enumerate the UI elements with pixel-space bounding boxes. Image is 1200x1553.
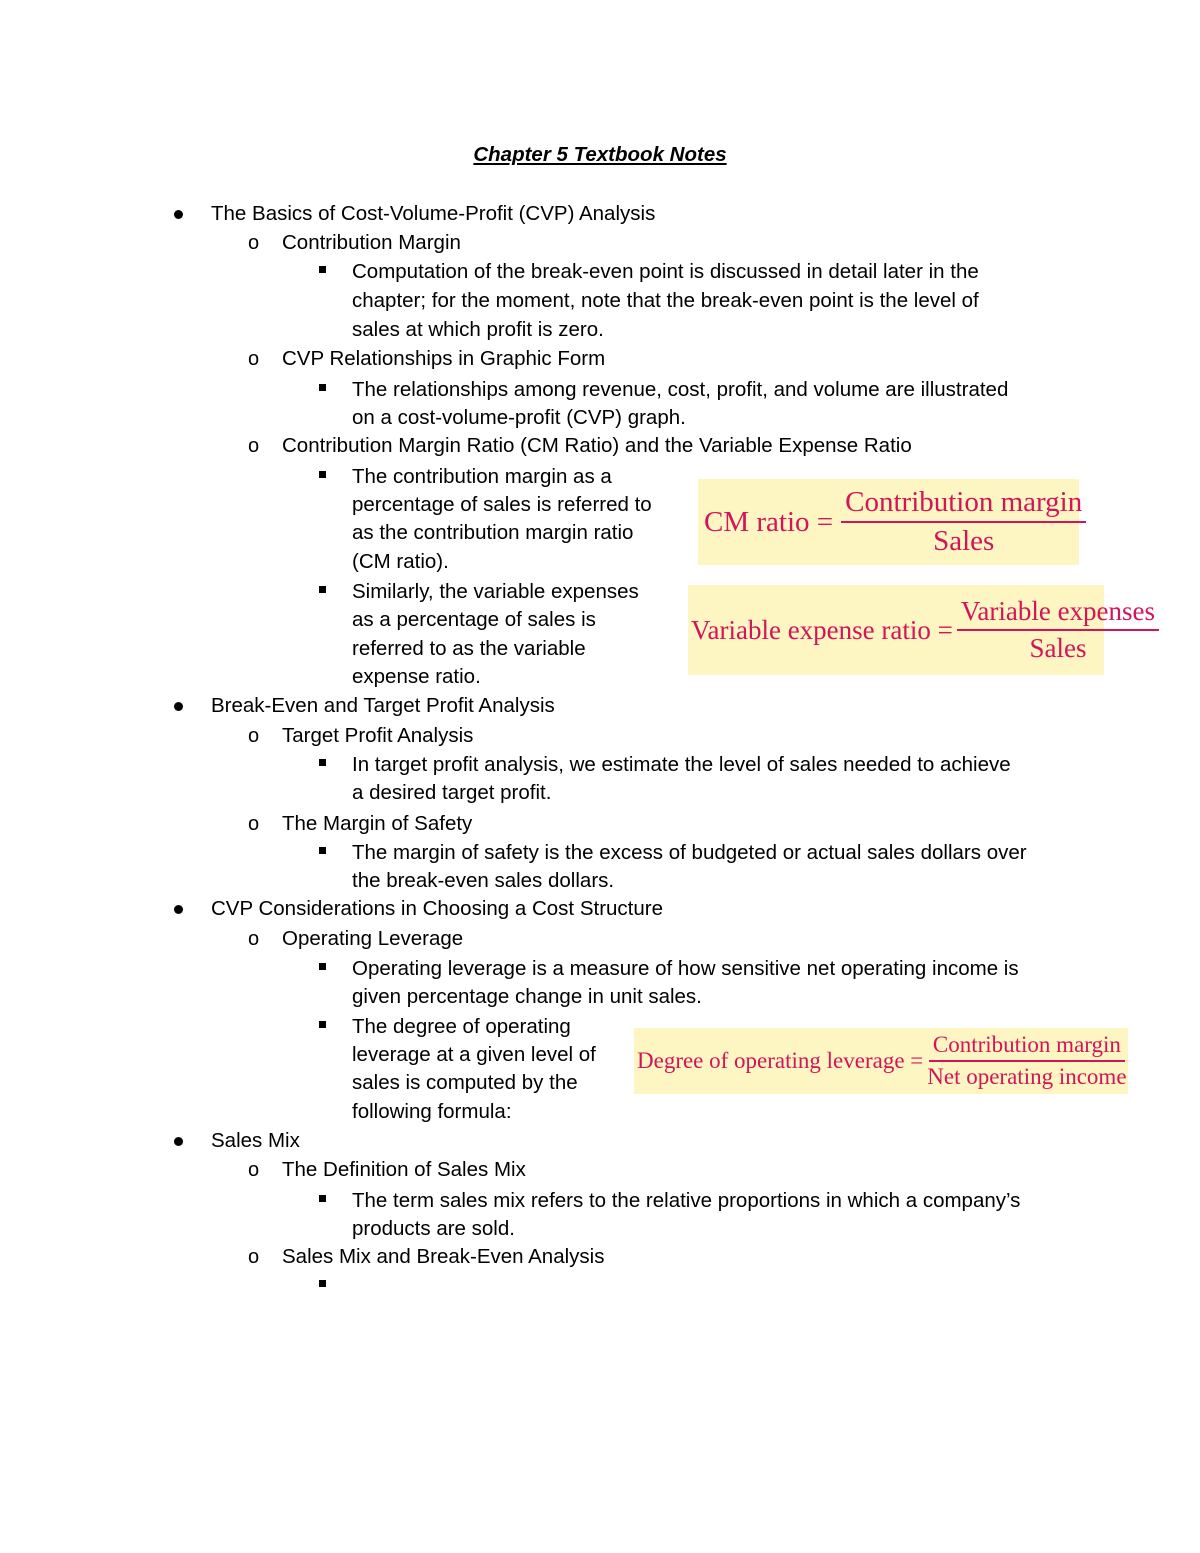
note-line: The relationships among revenue, cost, profit, and volume are illustrated xyxy=(352,378,1009,401)
subheading-operating-leverage: Operating Leverage xyxy=(282,927,464,950)
subheading-contribution-margin: Contribution Margin xyxy=(282,231,461,254)
formula-denominator: Net operating income xyxy=(927,1064,1127,1089)
bullet-icon xyxy=(174,210,183,219)
square-bullet-icon xyxy=(319,963,326,970)
note-line: Similarly, the variable expenses xyxy=(352,580,639,603)
note-line: expense ratio. xyxy=(352,665,481,688)
subheading-target-profit: Target Profit Analysis xyxy=(282,724,474,747)
note-line: given percentage change in unit sales. xyxy=(352,985,702,1008)
note-line: following formula: xyxy=(352,1100,512,1123)
subheading-sales-mix-definition: The Definition of Sales Mix xyxy=(282,1158,526,1181)
note-line: The margin of safety is the excess of budgeted or actual sales dollars over xyxy=(352,841,1027,864)
formula-fraction xyxy=(841,486,1086,558)
circle-bullet-icon: o xyxy=(248,348,260,370)
note-line: as a percentage of sales is xyxy=(352,608,596,631)
square-bullet-icon xyxy=(319,1021,326,1028)
square-bullet-icon xyxy=(319,1280,326,1287)
note-line: The degree of operating xyxy=(352,1015,571,1038)
circle-bullet-icon: o xyxy=(248,928,260,950)
heading-sales-mix: Sales Mix xyxy=(211,1129,300,1152)
square-bullet-icon xyxy=(319,759,326,766)
note-line: a desired target profit. xyxy=(352,781,552,804)
note-line: referred to as the variable xyxy=(352,637,586,660)
page-title: Chapter 5 Textbook Notes xyxy=(473,143,727,166)
formula-label: Degree of operating leverage = xyxy=(637,1048,924,1073)
circle-bullet-icon: o xyxy=(248,813,260,835)
formula-denominator: Sales xyxy=(933,525,995,557)
subheading-sales-mix-break-even: Sales Mix and Break-Even Analysis xyxy=(282,1245,605,1268)
note-line: Computation of the break-even point is discussed in detail later in the xyxy=(352,260,979,283)
formula-fraction xyxy=(927,1032,1126,1090)
heading-break-even: Break-Even and Target Profit Analysis xyxy=(211,694,555,717)
note-line: leverage at a given level of xyxy=(352,1043,596,1066)
note-line: Operating leverage is a measure of how sensitive net operating income is xyxy=(352,957,1019,980)
formula-numerator: Contribution margin xyxy=(841,486,1086,523)
subheading-cvp-graphic: CVP Relationships in Graphic Form xyxy=(282,347,606,370)
square-bullet-icon xyxy=(319,471,326,478)
note-line: sales at which profit is zero. xyxy=(352,318,604,341)
note-line: as the contribution margin ratio xyxy=(352,521,634,544)
note-line: In target profit analysis, we estimate the level of sales needed to achieve xyxy=(352,753,1011,776)
note-line: percentage of sales is referred to xyxy=(352,493,652,516)
heading-cost-structure: CVP Considerations in Choosing a Cost Structure xyxy=(211,897,663,920)
formula-numerator: Contribution margin xyxy=(929,1032,1125,1062)
circle-bullet-icon: o xyxy=(248,435,260,457)
bullet-icon xyxy=(174,1137,183,1146)
formula-numerator: Variable expenses xyxy=(957,596,1159,631)
note-line: on a cost-volume-profit (CVP) graph. xyxy=(352,406,686,429)
note-line: sales is computed by the xyxy=(352,1071,578,1094)
subheading-margin-of-safety: The Margin of Safety xyxy=(282,812,473,835)
note-line: products are sold. xyxy=(352,1217,515,1240)
square-bullet-icon xyxy=(319,384,326,391)
bullet-icon xyxy=(174,905,183,914)
circle-bullet-icon: o xyxy=(248,725,260,747)
note-line: The term sales mix refers to the relative proportions in which a company’s xyxy=(352,1189,1021,1212)
square-bullet-icon xyxy=(319,586,326,593)
square-bullet-icon xyxy=(319,847,326,854)
degree-of-operating-leverage-formula xyxy=(634,1028,1128,1094)
formula-label: CM ratio = xyxy=(704,505,834,538)
note-line: (CM ratio). xyxy=(352,550,449,573)
circle-bullet-icon: o xyxy=(248,232,260,254)
note-line: chapter; for the moment, note that the break-even point is the level of xyxy=(352,289,979,312)
variable-expense-ratio-formula xyxy=(688,585,1156,675)
circle-bullet-icon: o xyxy=(248,1159,260,1181)
cm-ratio-formula xyxy=(698,479,1083,565)
subheading-cm-ratio: Contribution Margin Ratio (CM Ratio) and the Variable Expense Ratio xyxy=(282,434,912,457)
formula-label: Variable expense ratio = xyxy=(691,614,953,645)
square-bullet-icon xyxy=(319,1195,326,1202)
square-bullet-icon xyxy=(319,266,326,273)
note-line: The contribution margin as a xyxy=(352,465,612,488)
formula-denominator: Sales xyxy=(1029,633,1087,663)
heading-cvp-basics: The Basics of Cost-Volume-Profit (CVP) Analysis xyxy=(211,202,656,225)
note-line: the break-even sales dollars. xyxy=(352,869,615,892)
circle-bullet-icon: o xyxy=(248,1246,260,1268)
bullet-icon xyxy=(174,702,183,711)
formula-fraction xyxy=(957,596,1159,664)
